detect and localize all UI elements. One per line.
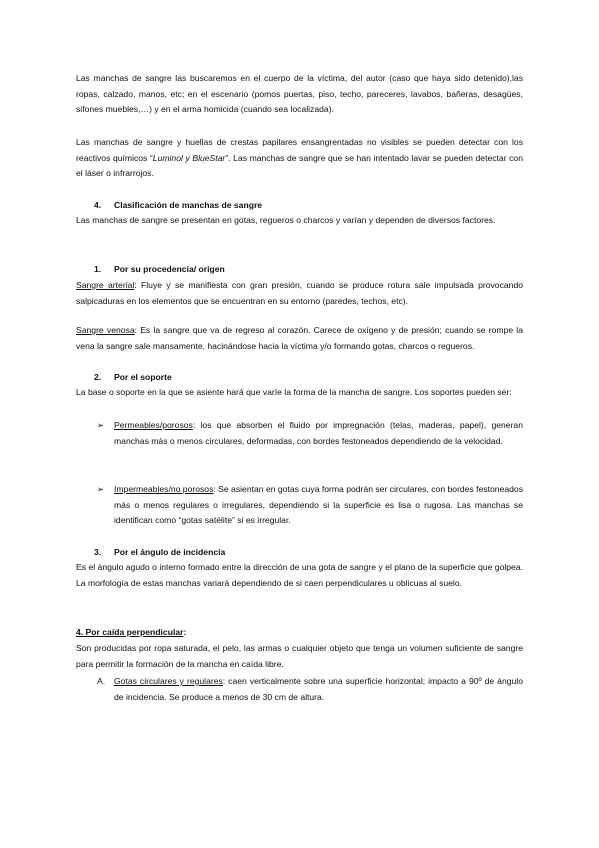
venous-text: : Es la sangre que va de regreso al corazón. Carece de oxígeno y de presión; cuando se rompe la vena la sangre sale mansamente, hacinándose hacia la víctima y/o formando gotas, charcos o regueros. — [76, 325, 523, 351]
venous-label: Sangre venosa — [76, 325, 135, 335]
item-letter: A. — [97, 676, 106, 686]
heading-3-title: Por el ángulo de incidencia — [114, 547, 226, 557]
section-title: Clasificación de manchas de sangre — [114, 200, 263, 210]
paragraph-blood-locations: Las manchas de sangre las buscaremos en el cuerpo de la víctima, del autor (caso que haya sido detenido),las ropas, calzado, manos, etc; en el escenario (pomos puertas, piso, techo, pareceres, lavabos, bañeras, desagües, sifones muebles,…) y en el arma homicida (cuando sea localizada). — [76, 73, 523, 114]
impermeable-text: : Se asientan en gotas cuya forma podrán ser circulares, con bordes festoneados más o menos regulares o irregulares, dependiendo si la superficie es lisa o rugosa. Las manchas se identifican como “gotas satélite” si es irregular. — [114, 484, 524, 525]
heading-4 — [76, 625, 186, 641]
heading-1-title: Por su procedencia/ origen — [114, 264, 225, 274]
impermeable-label: Impermeables/no porosos — [114, 484, 214, 494]
heading-2-number: 2. — [94, 372, 102, 382]
arrow-bullet-icon: ➢ — [97, 420, 105, 430]
heading-4-colon: : — [183, 627, 187, 637]
heading-2-title: Por el soporte — [114, 372, 172, 382]
paragraph-perpendicular: Son producidas por ropa saturada, el pelo, las armas o cualquier objeto que tenga un volumen suficiente de sangre para permitir la formación de la mancha en caída libre. — [76, 643, 523, 669]
bullet-impermeable — [114, 482, 523, 529]
heading-3-number: 3. — [94, 547, 102, 557]
paragraph-intro: Las manchas de sangre se presentan en gotas, regueros o charcos y varían y dependen de diversos factores. — [76, 215, 496, 225]
arrow-bullet-icon: ➢ — [97, 484, 105, 494]
reagents-text-a: Las manchas de sangre y huellas de crestas papilares ensangrentadas no visibles se pueden detectar con los reactivos químicos “ — [76, 137, 523, 163]
paragraph-chemical-reagents — [76, 135, 523, 182]
arterial-label: Sangre arterial — [76, 280, 135, 290]
reagents-names: Luminol y BlueStar — [152, 152, 226, 163]
permeable-label: Permeables/porosos — [114, 420, 193, 430]
paragraph-venous — [76, 323, 523, 354]
paragraph-supports: La base o soporte en la que se asiente hará que varíe la forma de la mancha de sangre. Los soportes pueden ser: — [76, 387, 512, 397]
circular-drops-label: Gotas circulares y regulares — [114, 676, 223, 686]
reagents-text-b: ”. Las manchas de sangre que se han intentado lavar se pueden detectar con el láser o infrarrojos. — [76, 152, 523, 178]
paragraph-angle: Es el ángulo agudo o interno formado entre la dirección de una gota de sangre y el plano de la superficie que golpea. La morfología de estas manchas variará dependiendo de si caen perpendiculares u oblicuas al suelo. — [76, 562, 523, 588]
arterial-text: : Fluye y se manifiesta con gran presión, cuando se produce rotura sale impulsada provocando salpicaduras en los elementos que se encuentran en su entorno (paredes, techos, etc). — [76, 280, 524, 306]
item-circular-drops — [114, 674, 523, 705]
section-number: 4. — [94, 200, 102, 210]
bullet-permeable — [114, 418, 523, 449]
permeable-text: : los que absorben el fluido por impregnación (telas, maderas, papel), generan manchas más o menos circulares, deformadas, con bordes festoneados dependiendo de la velocidad. — [114, 420, 523, 446]
heading-1-number: 1. — [94, 264, 102, 274]
paragraph-arterial — [76, 278, 523, 309]
heading-4-label: 4. Por caída perpendicular — [76, 627, 184, 637]
circular-drops-text: : caen verticalmente sobre una superficie horizontal; impacto a 90º de ángulo de incidencia. Se produce a menos de 30 cm de altura. — [114, 676, 523, 702]
